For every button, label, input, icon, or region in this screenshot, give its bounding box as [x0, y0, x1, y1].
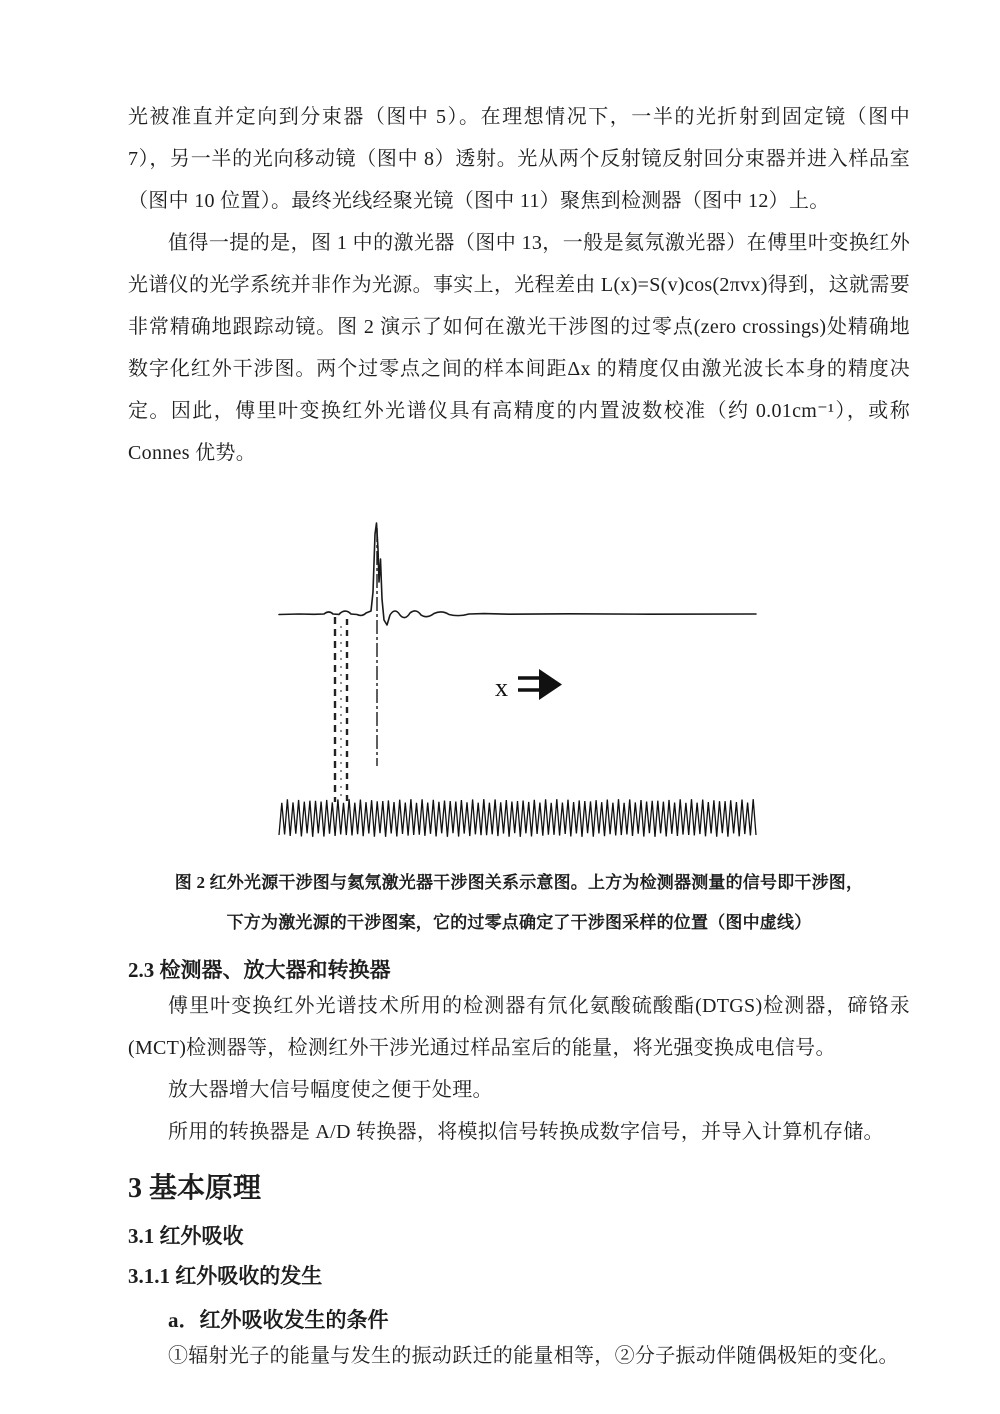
paragraph-detectors: 傅里叶变换红外光谱技术所用的检测器有氘化氨酸硫酸酯(DTGS)检测器，碲铬汞(MCT)检测器等，检测红外干涉光通过样品室后的能量，将光强变换成电信号。: [128, 995, 910, 1059]
heading-item-a: a．红外吸收发生的条件: [168, 1308, 389, 1332]
heading-section-2-3: 2.3 检测器、放大器和转换器: [128, 958, 391, 982]
x-arrow-head: [539, 669, 562, 700]
paragraph-amplifier: 放大器增大信号幅度使之便于处理。: [168, 1079, 493, 1101]
laser-sine-wave: [279, 799, 756, 837]
heading-chapter-3: 3 基本原理: [128, 1173, 262, 1204]
figure-2-interferogram: [269, 504, 769, 849]
paragraph-converter: 所用的转换器是 A/D 转换器，将模拟信号转换成数字信号，并导入计算机存储。: [168, 1121, 884, 1143]
ir-interferogram-trace: [279, 523, 756, 625]
heading-section-3-1-1: 3.1.1 红外吸收的发生: [128, 1264, 323, 1288]
figure-2-drawing: [269, 504, 769, 849]
paragraph-optical-path: 光被准直并定向到分束器（图中 5）。在理想情况下，一半的光折射到固定镜（图中 7），另一半的光向移动镜（图中 8）透射。光从两个反射镜反射回分束器并进入样品室（图中 10 位置）。最终光线经聚光镜（图中 11）聚焦到检测器（图中 12）上。: [128, 106, 910, 212]
figure-caption-line-2: 下方为激光源的干涉图案，它的过零点确定了干涉图采样的位置（图中虚线）: [226, 913, 812, 932]
heading-section-3-1: 3.1 红外吸收: [128, 1224, 244, 1248]
figure-caption-line-1: 图 2 红外光源干涉图与氦氖激光器干涉图关系示意图。上方为检测器测量的信号即干涉图，: [174, 873, 864, 892]
paragraph-laser-reference: 值得一提的是，图 1 中的激光器（图中 13，一般是氦氖激光器）在傅里叶变换红外光谱仪的光学系统并非作为光源。事实上，光程差由 L(x)=S(v)cos(2πvx)得到，这就需要非常精确地跟踪动镜。图 2 演示了如何在激光干涉图的过零点(zero crossings)处精确地数字化红外干涉图。两个过零点之间的样本间距Δx 的精度仅由激光波长本身的精度决定。因此，傅里叶变换红外光谱仪具有高精度的内置波数校准（约 0.01cm⁻¹），或称 Connes 优势。: [128, 232, 910, 464]
paragraph-absorption-conditions: ①辐射光子的能量与发生的振动跃迁的能量相等，②分子振动伴随偶极矩的变化。: [168, 1345, 899, 1367]
x-arrow-label: x: [495, 673, 508, 702]
